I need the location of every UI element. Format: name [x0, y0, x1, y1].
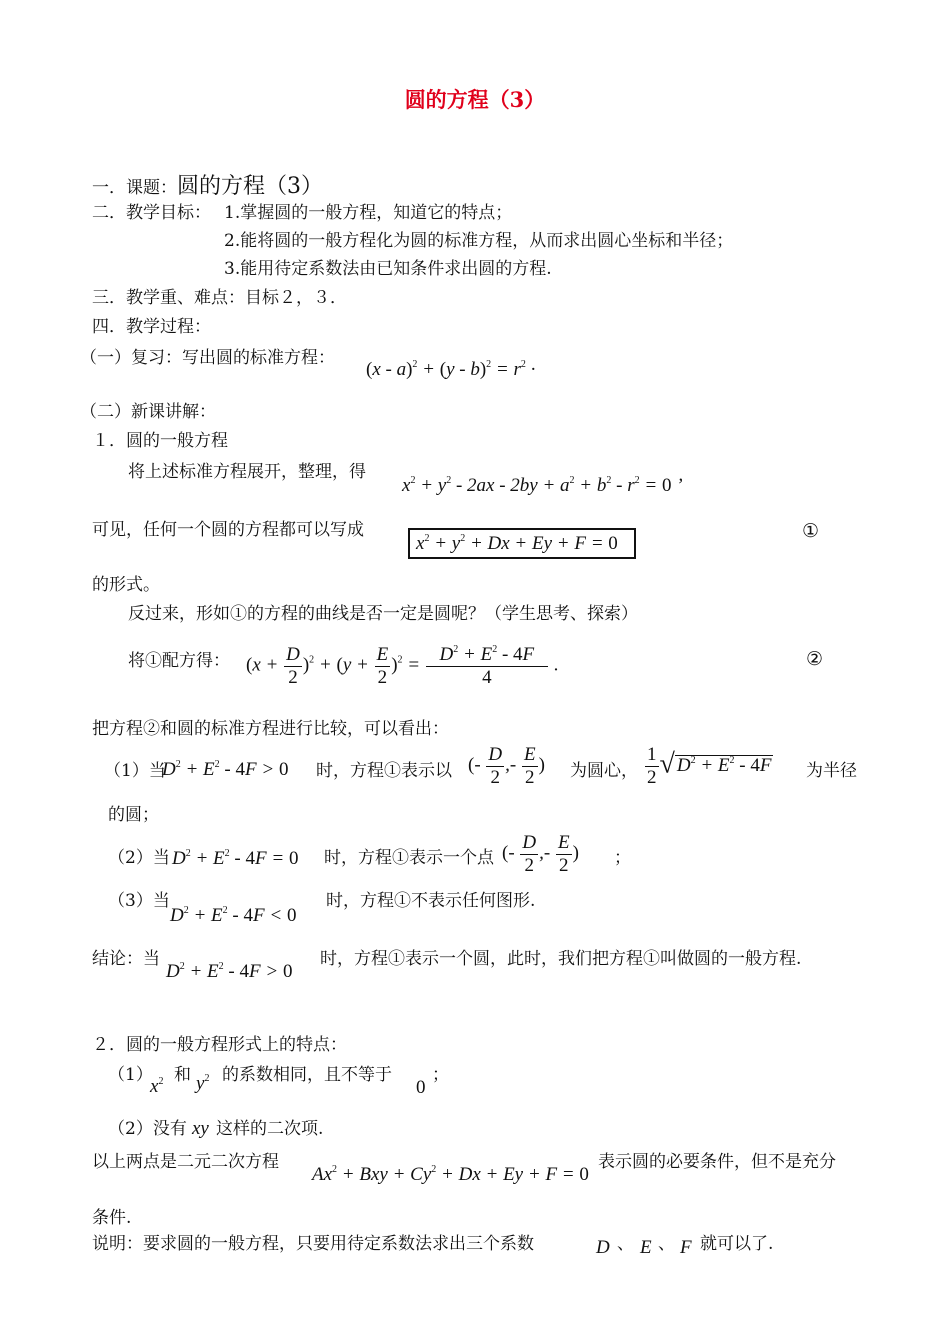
equation-mark-1: ① [802, 520, 820, 542]
case-1-radius: $\frac{1}{2}$ √ $D^2 + E^2 - 4F$ [647, 744, 772, 788]
section-1 [92, 176, 323, 198]
complete-square-text: 将①配方得： [128, 651, 230, 671]
coef-e: E [640, 1237, 652, 1258]
coef-d: D [596, 1237, 610, 1258]
summary-end: 条件. [92, 1208, 132, 1228]
feature-1-prefix: （1） [108, 1065, 153, 1085]
section-2-label: 二．教学目标： [92, 203, 211, 223]
note-sep-2: 、 [658, 1234, 675, 1254]
conclusion-prefix: 结论：当 [92, 949, 160, 969]
completed-equation: (x + $\frac{D}{2}$ )$^2$ + (y + $\frac{E}{2}$ )$^2$ = $\frac{D^2 + E^2 - 4F}{4}$ . [246, 644, 559, 688]
case-3-prefix: （3）当 [108, 891, 170, 911]
goal-2: 2.能将圆的一般方程化为圆的标准方程，从而求出圆心坐标和半径； [224, 231, 734, 251]
note-sep-1: 、 [617, 1234, 634, 1254]
note-prefix: 说明：要求圆的一般方程，只要用待定系数法求出三个系数 [92, 1234, 534, 1254]
case-2-text-b: ； [614, 848, 631, 868]
review-label: （一）复习：写出圆的标准方程： [80, 348, 335, 368]
case-3-text: 时，方程①不表示任何图形. [326, 891, 536, 911]
equation-mark-2: ② [806, 648, 824, 670]
expanded-equation: $x^2 + y^2 - 2ax - 2by + a^2 + b^2 - r^2 = 0$ ’ [402, 475, 683, 496]
goal-1: 1.掌握圆的一般方程，知道它的特点； [224, 203, 513, 223]
feature-2-prefix: （2）没有 [108, 1119, 187, 1139]
summary-text: 表示圆的必要条件，但不是充分 [598, 1152, 836, 1172]
section-3: 三．教学重、难点：目标２，３． [92, 288, 347, 308]
section-4: 四．教学过程： [92, 317, 211, 337]
note-text: 就可以了. [700, 1234, 774, 1254]
section-1-topic: 圆的方程（3） [177, 174, 323, 199]
part-2-heading: ２．圆的一般方程形式上的特点： [92, 1035, 347, 1055]
compare-text: 把方程②和圆的标准方程进行比较，可以看出： [92, 719, 449, 739]
case-2-prefix: （2）当 [108, 848, 170, 868]
conclusion-text: 时，方程①表示一个圆，此时，我们把方程①叫做圆的一般方程. [320, 949, 802, 969]
coef-f: F [680, 1237, 692, 1258]
x-squared: $x^2$ [150, 1076, 164, 1097]
feature-1-and: 和 [174, 1065, 191, 1085]
feature-1-end: ； [432, 1065, 449, 1085]
goal-3: 3.能用待定系数法由已知条件求出圆的方程. [224, 259, 552, 279]
part-1-heading: １．圆的一般方程 [92, 431, 228, 451]
expand-text: 将上述标准方程展开，整理，得 [128, 462, 366, 482]
case-1-text-b: 为圆心， [570, 761, 638, 781]
case-1-text-c: 为半径 [806, 761, 857, 781]
page-title: 圆的方程（3） [404, 87, 546, 112]
zero-value: 0 [416, 1077, 426, 1098]
form-text: 的形式。 [92, 575, 160, 595]
summary-prefix: 以上两点是二元二次方程 [92, 1152, 279, 1172]
can-see-text: 可见，任何一个圆的方程都可以写成 [92, 520, 364, 540]
case-1-condition: $D^2 + E^2 - 4F > 0$ [162, 759, 289, 780]
new-lesson-label: （二）新课讲解： [80, 402, 216, 422]
feature-1-text: 的系数相同，且不等于 [222, 1065, 392, 1085]
case-2-point: (- $\frac{D}{2}$ ,- $\frac{E}{2}$ ) [502, 832, 579, 876]
feature-2-text: 这样的二次项. [216, 1119, 324, 1139]
case-1-text-d: 的圆； [108, 805, 159, 825]
case-2-text-a: 时，方程①表示一个点 [324, 848, 494, 868]
xy-term: xy [192, 1118, 209, 1139]
conclusion-condition: $D^2 + E^2 - 4F > 0$ [166, 961, 293, 982]
quadratic-equation: $Ax^2$ + Bxy + $Cy^2 + Dx + Ey + F = 0$ [312, 1164, 589, 1185]
section-1-label: 一．课题： [92, 178, 177, 198]
case-3-condition: $D^2 + E^2 - 4F < 0$ [170, 905, 297, 926]
standard-equation: $(x - a)^2 + (y - b)^2 = r^2$ · [366, 359, 536, 380]
question-text: 反过来，形如①的方程的曲线是否一定是圆呢？（学生思考、探索） [128, 604, 638, 624]
general-equation-box: $x^2 + y^2 + Dx + Ey + F = 0$ [408, 528, 636, 559]
case-1-center: (- $\frac{D}{2}$ ,- $\frac{E}{2}$ ) [468, 744, 545, 788]
case-2-condition: $D^2 + E^2 - 4F = 0$ [172, 848, 299, 869]
case-1-prefix: （1）当 [104, 761, 166, 781]
case-1-text-a: 时，方程①表示以 [316, 761, 452, 781]
y-squared: $y^2$ [196, 1073, 210, 1094]
